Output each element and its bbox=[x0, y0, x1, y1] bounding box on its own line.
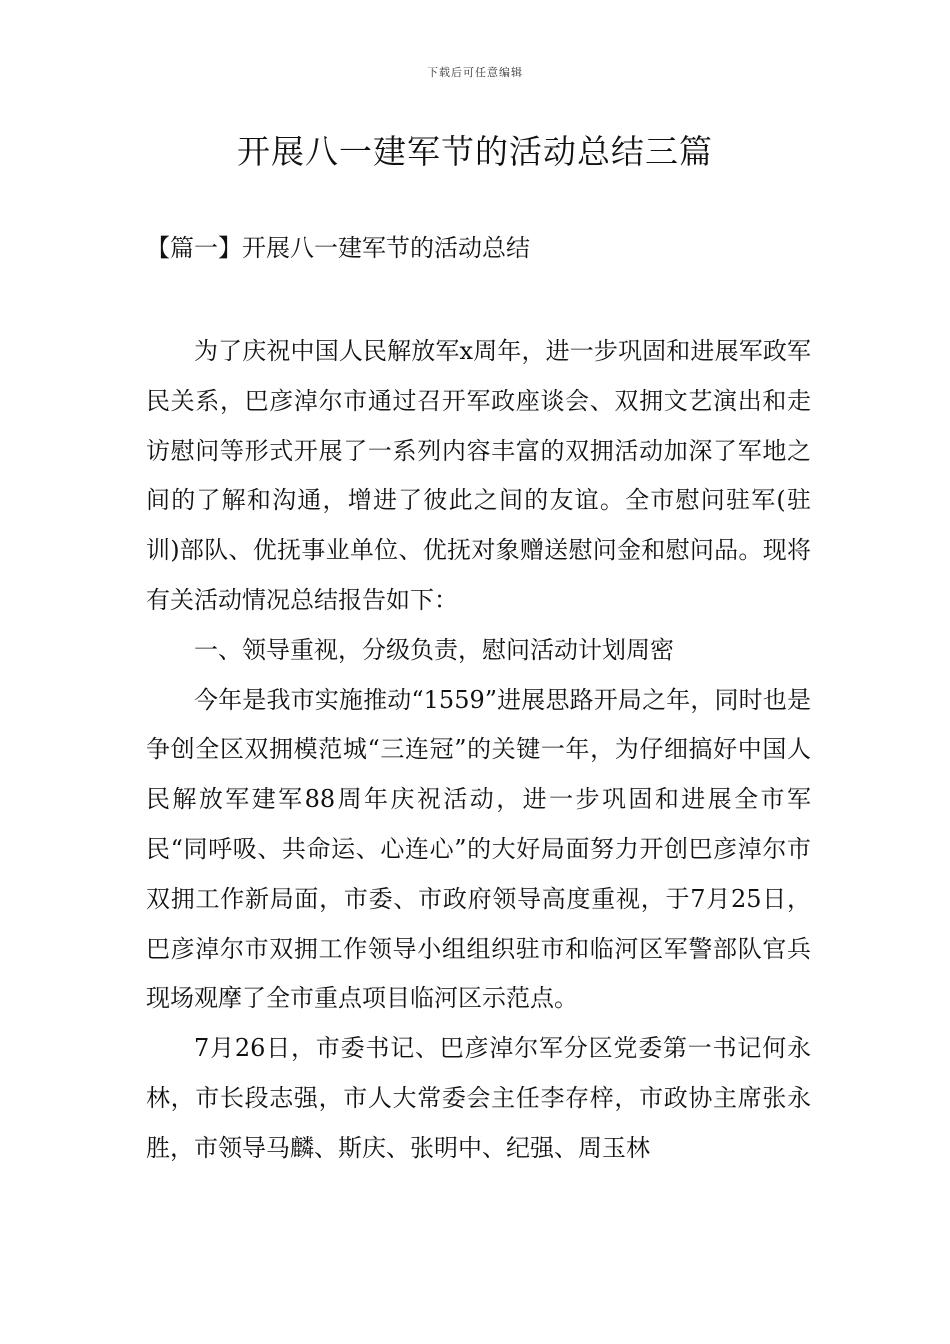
sub-heading: 一、领导重视，分级负责，慰问活动计划周密 bbox=[194, 635, 674, 664]
page-title: 开展八一建军节的活动总结三篇 bbox=[237, 132, 713, 171]
paragraph: 为了庆祝中国人民解放军x周年，进一步巩固和进展军政军民关系，巴彦淖尔市通过召开军政座谈会、双拥文艺演出和走访慰问等形式开展了一系列内容丰富的双拥活动加深了军地之间的了解和沟通，增进了彼此之间的友谊。全市慰问驻军(驻训)部队、优抚事业单位、优抚对象赠送慰问金和慰问品。现将有关活动情况总结报告如下： bbox=[146, 337, 811, 614]
section-heading: 【篇一】开展八一建军节的活动总结 bbox=[146, 234, 530, 262]
body-text bbox=[146, 327, 811, 1174]
header-note: 下载后可任意编辑 bbox=[427, 66, 523, 79]
paragraph: 7月26日，市委书记、巴彦淖尔军分区党委第一书记何永林，市长段志强，市人大常委会主任李存梓，市政协主席张永胜，市领导马麟、斯庆、张明中、纪强、周玉林 bbox=[146, 1034, 811, 1162]
paragraph: 今年是我市实施推动“1559”进展思路开局之年，同时也是争创全区双拥模范城“三连冠”的关键一年，为仔细搞好中国人民解放军建军88周年庆祝活动，进一步巩固和进展全市军民“同呼吸、共命运、心连心”的大好局面努力开创巴彦淖尔市双拥工作新局面，市委、市政府领导高度重视，于7月25日，巴彦淖尔市双拥工作领导小组组织驻市和临河区军警部队官兵现场观摩了全市重点项目临河区示范点。 bbox=[146, 685, 811, 1013]
